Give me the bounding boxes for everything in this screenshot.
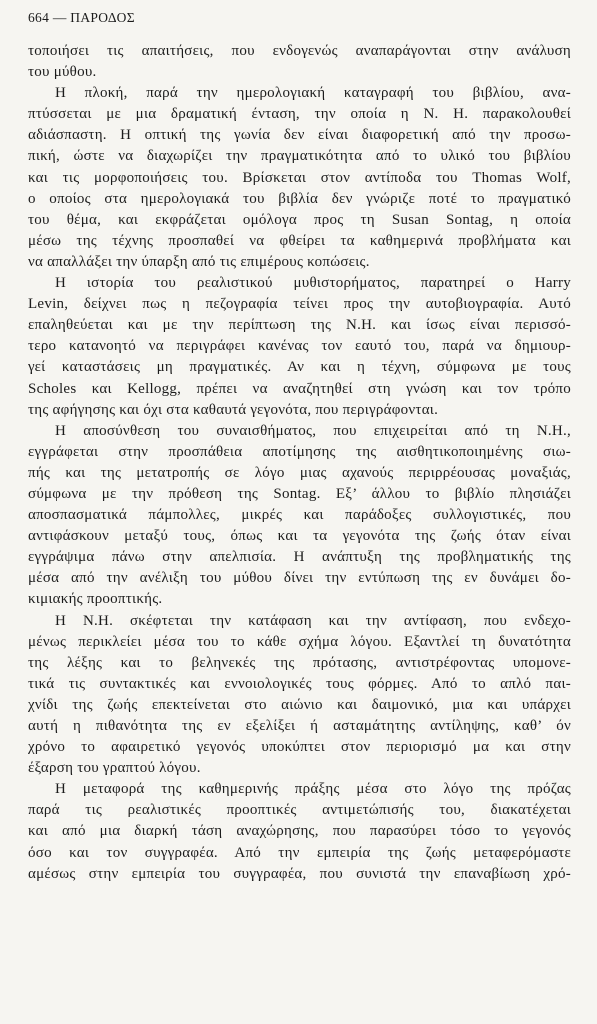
text-line: μέσα από την ανέλιξη του μύθου δίνει την εντύπωση της εν δυνάμει δο- — [28, 570, 571, 587]
text-line: σύμφωνα με την πρόθεση της Sontag. Εξ’ άλλου το βιβλίο πλησιάζει — [28, 485, 571, 502]
text-line: αντιφάσκουν μεταξύ τους, όπως και τα γεγονότα της ζωής όταν είναι — [28, 528, 571, 545]
running-head: 664 — ΠΑΡΟΔΟΣ — [28, 10, 135, 25]
body-text — [28, 41, 571, 885]
text-line: Η αποσύνθεση του συναισθήματος, που επιχειρείται από τη Ν.Η., — [55, 422, 571, 439]
text-line: χρόνο το αφαιρετικό γεγονός υποκύπτει στον περιορισμό μα και στην — [28, 739, 571, 756]
text-line: ο οποίος στα ημερολογιακά του βιβλία δεν γνώριζε ποτέ το πραγματικό — [28, 190, 571, 207]
text-line: όσο και τον συγγραφέα. Από την εμπειρία της ζωής μεταφερόμαστε — [28, 844, 571, 861]
text-line: Scholes και Kellogg, πρέπει να αναζητηθεί στη γνώση και τον τρόπο — [28, 380, 571, 397]
text-line: εγγράφεται στην προσπάθεια αποτίμησης της αισθητικοποιημένης σιω- — [28, 443, 571, 460]
text-line: αμέσως στην εμπειρία του συγγραφέα, που συνιστά την επαναβίωση χρό- — [28, 865, 571, 882]
text-line: μέσω της τέχνης προσπαθεί να φθείρει τα καθημερινά προβλήματα και — [28, 232, 571, 249]
text-line: χνίδι της ζωής επεκτείνεται στο αιώνιο και δαιμονικό, μια και υπάρχει — [28, 696, 571, 713]
paragraph — [28, 41, 571, 83]
paragraph — [28, 611, 571, 780]
text-line: τικά τις συντακτικές και εννοιολογικές τους φόρμες. Από το απλό παι- — [28, 675, 571, 692]
text-line: αδιάσπαστη. Η οπτική της γωνία δεν είναι διαφορετική από την προσω- — [28, 127, 571, 144]
paragraph — [28, 83, 571, 273]
text-line: παρά τις ρεαλιστικές προοπτικές αντιμετώπισής του, διακατέχεται — [28, 802, 571, 819]
text-line: να απαλλάξει την ύπαρξη από τις επιμέρους κοπώσεις. — [28, 253, 370, 270]
text-line: του θέμα, και εκφράζεται ομόλογα προς τη Susan Sontag, η οποία — [28, 211, 571, 228]
text-line: και τις μορφοποιήσεις του. Βρίσκεται στον αντίποδα του Thomas Wolf, — [28, 169, 571, 186]
text-line: Η Ν.Η. σκέφτεται την κατάφαση και την αντίφαση, που ενδεχο- — [55, 612, 571, 629]
text-line: γεί καταστάσεις μη πραγματικές. Αν και η τέχνη, σύμφωνα με τους — [28, 359, 571, 376]
text-line: αυτή η πιθανότητα της εν εξελίξει ή ασταμάτητης αντίληψης, καθ’ όν — [28, 718, 571, 734]
text-line: της αφήγησης και όχι στα καθαυτά γεγονότα, που περιγράφονται. — [28, 401, 439, 418]
text-line: και από μια διαρκή τάση αναχώρησης, που παρασύρει τόσο το γεγονός — [28, 823, 571, 840]
text-line: πτύσσεται με μια δραματική ένταση, την οποία η Ν. Η. παρακολουθεί — [28, 106, 571, 123]
text-line: τερο κατανοητό να περιγράφει κανένας τον εαυτό του, παρά να δημιουρ- — [28, 338, 571, 355]
text-line: τοποιήσει τις απαιτήσεις, που ενδογενώς αναπαράγονται στην ανάλυση — [28, 43, 571, 59]
text-line: έξαρση του γραπτού λόγου. — [28, 760, 201, 777]
paragraph — [28, 273, 571, 421]
text-line: επαληθεύεται και με την περίπτωση της Ν.Η. και ίσως είναι περισσό- — [28, 317, 571, 334]
text-line: Η μεταφορά της καθημερινής πράξης μέσα στο λόγο της πρόζας — [55, 781, 571, 798]
text-line: Η πλοκή, παρά την ημερολογιακή καταγραφή του βιβλίου, ανα- — [55, 85, 571, 102]
paragraph — [28, 779, 571, 884]
text-line: Levin, δείχνει πως η πεζογραφία τείνει προς την αυτοβιογραφία. Αυτό — [28, 296, 571, 313]
text-line: αποσπασματικά πάμπολλες, μικρές και παράδοξες συλλογιστικές, που — [28, 507, 571, 524]
paragraph — [28, 421, 571, 611]
text-line: εγγράψιμα πάνω στην απελπισία. Η ανάπτυξη της προβληματικής της — [28, 549, 571, 566]
text-line: της λέξης και το βεληνεκές της πρότασης, αντιστρέφοντας υπομονε- — [28, 654, 571, 671]
text-line: του μύθου. — [28, 64, 97, 81]
text-line: πική, ώστε να διαχωρίζει την πραγματικότητα από το υλικό του βιβλίου — [28, 148, 571, 165]
text-line: πής και της μετατροπής σε λόγο μιας αχανούς περιρρέουσας μοναξιάς, — [28, 464, 571, 481]
text-line: κιμιακής προοπτικής. — [28, 591, 163, 608]
text-line: Η ιστορία του ρεαλιστικού μυθιστορήματος, παρατηρεί ο Harry — [55, 275, 571, 292]
text-line: μένως περικλείει μέσα του το κάθε σχήμα λόγου. Εξαντλεί τη δυνατότητα — [28, 633, 571, 650]
